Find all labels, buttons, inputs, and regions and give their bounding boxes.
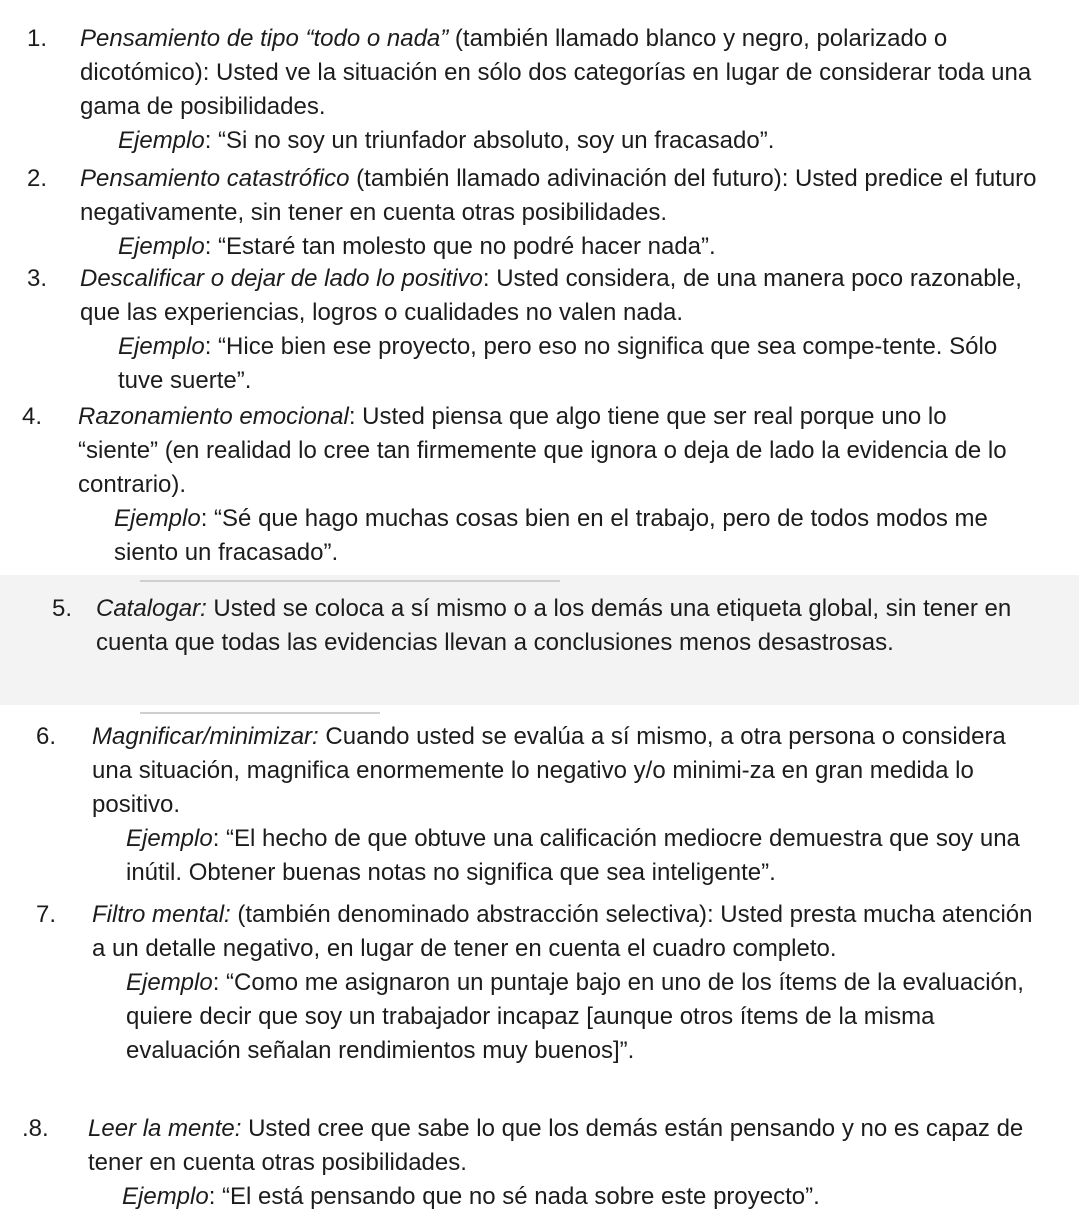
item-term: Pensamiento de tipo “todo o nada” <box>80 25 449 52</box>
item-description: (también denominado abstracción selectiva): Usted presta mucha atención a un detalle negativo, en lugar de tener en cuenta el cuadro completo. <box>92 901 1033 962</box>
example-text: : “Estaré tan molesto que no podré hacer nada”. <box>204 233 716 260</box>
example-label: Ejemplo <box>122 1183 209 1210</box>
item-number: 7. <box>36 901 57 928</box>
item-body <box>96 592 1026 660</box>
item-number: 2. <box>27 165 48 192</box>
item-example <box>88 1180 1028 1214</box>
scan-divider-line <box>140 580 560 582</box>
example-text: : “Sé que hago muchas cosas bien en el trabajo, pero de todos modos me siento un fracasado”. <box>114 505 988 566</box>
example-label: Ejemplo <box>118 127 205 154</box>
example-label: Ejemplo <box>114 505 201 532</box>
item-body <box>80 162 1040 264</box>
example-label: Ejemplo <box>126 825 213 852</box>
example-text: : “Si no soy un triunfador absoluto, soy un fracasado”. <box>204 127 775 154</box>
item-example <box>80 230 1040 264</box>
example-text: : “Como me asignaron un puntaje bajo en uno de los ítems de la evaluación, quiere decir que soy un trabajador incapaz [aunque otros ítems de la misma evaluación señalan rendimientos muy buenos]”. <box>126 969 1024 1064</box>
scan-divider-line <box>140 712 380 714</box>
item-number: .8. <box>22 1115 49 1142</box>
item-term: Leer la mente: <box>88 1115 242 1142</box>
item-body <box>78 400 1018 570</box>
item-example <box>92 966 1052 1068</box>
item-example <box>92 822 1052 890</box>
item-term: Pensamiento catastrófico <box>80 165 350 192</box>
item-description: Cuando usted se evalúa a sí mismo, a otra persona o considera una situación, magnifica enormemente lo negativo y/o minimi-za en gran medida lo positivo. <box>92 723 1006 818</box>
item-term: Magnificar/minimizar: <box>92 723 319 750</box>
item-number: 6. <box>36 723 57 750</box>
item-description: Usted cree que sabe lo que los demás están pensando y no es capaz de tener en cuenta otras posibilidades. <box>88 1115 1024 1176</box>
item-number: 4. <box>22 403 43 430</box>
item-description: (también llamado adivinación del futuro): Usted predice el futuro negativamente, sin tener en cuenta otras posibilidades. <box>80 165 1037 226</box>
example-label: Ejemplo <box>118 333 205 360</box>
item-term: Catalogar: <box>96 595 207 622</box>
item-term: Filtro mental: <box>92 901 231 928</box>
item-body <box>80 22 1040 158</box>
item-number: 5. <box>52 595 73 622</box>
item-example <box>80 124 1040 158</box>
item-body <box>92 898 1052 1068</box>
item-body <box>88 1112 1028 1214</box>
example-label: Ejemplo <box>126 969 213 996</box>
item-example <box>78 502 1018 570</box>
item-body <box>80 262 1040 398</box>
item-number: 1. <box>27 25 48 52</box>
example-label: Ejemplo <box>118 233 205 260</box>
item-description: (también llamado blanco y negro, polarizado o dicotómico): Usted ve la situación en sólo dos categorías en lugar de considerar toda una gama de posibilidades. <box>80 25 1032 120</box>
item-description: : Usted considera, de una manera poco razonable, que las experiencias, logros o cualidades no valen nada. <box>80 265 1022 326</box>
example-text: : “Hice bien ese proyecto, pero eso no significa que sea compe-tente. Sólo tuve suerte”. <box>118 333 998 394</box>
item-body <box>92 720 1052 890</box>
item-description: Usted se coloca a sí mismo o a los demás una etiqueta global, sin tener en cuenta que todas las evidencias llevan a conclusiones menos desastrosas. <box>96 595 1012 656</box>
item-description: : Usted piensa que algo tiene que ser real porque uno lo “siente” (en realidad lo cree tan firmemente que ignora o deja de lado la evidencia de lo contrario). <box>78 403 1007 498</box>
item-example <box>80 330 1040 398</box>
example-text: : “El está pensando que no sé nada sobre este proyecto”. <box>208 1183 820 1210</box>
item-term: Descalificar o dejar de lado lo positivo <box>80 265 483 292</box>
item-term: Razonamiento emocional <box>78 403 349 430</box>
example-text: : “El hecho de que obtuve una calificación mediocre demuestra que soy una inútil. Obtener buenas notas no significa que sea inteligente”. <box>126 825 1020 886</box>
item-number: 3. <box>27 265 48 292</box>
